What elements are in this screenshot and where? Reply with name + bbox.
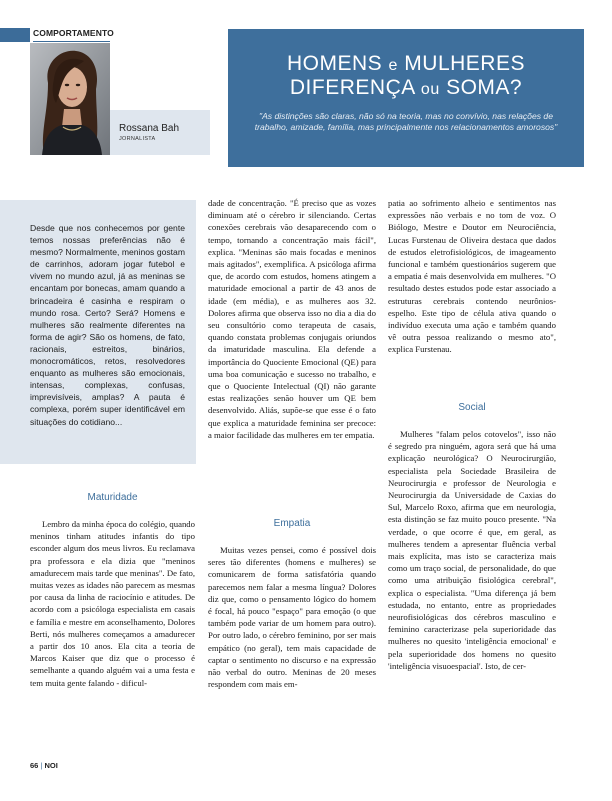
paragraph: Mulheres "falam pelos cotovelos", isso não é segredo pra ninguém, agora será que há uma explicação neurológica? O Neurocirurgião, especialista pela Sociedade Brasileira de Neurocirurgia e professor de Neurologia e Neurocirurgia da Universidade de Caxias do Sul, Marcelo Roxo, afirma que em neurologia, esta distinção se faz muito pouco presente. "Na verdade, o que ocorre é que, em geral, as mulheres tendem a apresentar fluência verbal mais explícita, mas isto se caracteriza mais como um traço social, de personalidade, do que como uma atribuição fisiológica cerebral", explica o especialista. "Uma diferença já bem estudada, no entanto, entre as propriedades neurofisiológicas dos cérebros masculino e feminino caracterizase pela superioridade das mulheres no quesito 'inteligência emocional' e pela superioridade dos homens no quesito 'inteligência visuoespacial'. Isto, de cer- <box>388 429 556 671</box>
title-word-soma: SOMA? <box>446 76 523 99</box>
author-portrait-image <box>30 43 110 155</box>
column-2 <box>208 197 376 441</box>
column-2b <box>208 544 376 690</box>
section-label: COMPORTAMENTO <box>33 28 114 38</box>
page-folio <box>30 761 58 770</box>
heading-maturidade: Maturidade <box>87 492 138 503</box>
section-color-bar <box>0 28 30 42</box>
heading-social: Social <box>458 402 486 413</box>
title-word-e: e <box>388 57 398 74</box>
title-word-homens: HOMENS <box>287 52 383 75</box>
paragraph: patia ao sofrimento alheio e sentimentos nas expressões não verbais e no tom de voz. O Biólogo, Mestre e Doutor em Neurociência, Lucas Furstenau de Oliveira destaca que dados de estudos eletrofisiológicos, de imageamento funcional e também questionários sugerem que a empatia é mais desenvolvida em mulheres. "O resultado destes estudos pode estar associado a estruturas cerebrais contendo neurônios-espelho. Este tipo de célula ativa quando o indivíduo executa uma ação e também quando vê outra pessoa realizando o mesmo ato", explica Furstenau. <box>388 198 556 355</box>
lede-text: Desde que nos conhecemos por gente temos nossas preferências não é mesmo? Normalmente, meninos gostam de carrinhos, adoram jogar futebol e vivem no mundo azul, já as meninas se encantam por bonecas, amam quando a brincadeira é casinha e respiram o mundo rosa. Certo? Será? Homens e mulheres são realmente diferentes na forma de agir? São os homens, de fato, racionais, estreitos, binários, monocromáticos, retos, resolvedores enquanto as mulheres são emocionais, intensas, complexas, confusas, imprevisíveis, amplas? A pauta é complexa, porém super identificável em situações do cotidiano... <box>30 223 185 427</box>
author-name: Rossana Bah <box>119 123 180 134</box>
paragraph: Muitas vezes pensei, como é possível dois seres tão diferentes (homens e mulheres) se comunicarem de forma satisfatória quando parecemos nem falar a mesma língua? Dolores diz que, como o pensamento lógico do homem é focal, há pouco "espaço" para emoção (o que também pode variar de um homem para outro). Por outro lado, o cérebro feminino, por ser mais empático (no geral), tem mais capacidade de captar o sentimento no discurso e na expressão não verbal do outro. Meninas de 20 meses respondem com mais em- <box>208 545 376 690</box>
heading-empatia: Empatia <box>273 518 311 529</box>
article-title <box>228 53 584 101</box>
title-word-ou: ou <box>420 81 440 98</box>
hero-banner <box>228 29 584 167</box>
column-1 <box>30 518 195 689</box>
paragraph: dade de concentração. "É preciso que as vozes diminuam até o cérebro ir silenciando. Certas conexões cerebrais vão desaparecendo com o tempo, tornando a concentração mais fácil", explica. "Meninas são mais focadas e meninos mais agitados", exemplifica. A psicóloga afirma que, de acordo com estudos, homens atingem a maturidade emocional a partir de 43 anos de idade (em média), e as mulheres aos 32. Dolores afirma que observa isso no dia a dia do seu consultório como terapeuta de casais, quando constata problemas conjugais oriundos da imaturidade masculina. Ela defende a importância do Quociente Emocional (QE) para uma boa comunicação e sucesso no trabalho, e que o Quociente Intelectual (QI) não garante estas realizações senão houver um QE bem desenvolvido. Aliás, supõe-se que esse é o fato que explica a maturidade feminina ser precoce: a maior facilidade das mulheres em ter empatia. <box>208 198 376 440</box>
author-role: JORNALISTA <box>119 136 156 142</box>
section-underline <box>33 41 110 42</box>
page-number: 66 <box>30 761 39 770</box>
column-3b <box>388 428 556 672</box>
title-word-mulheres: MULHERES <box>404 52 525 75</box>
paragraph: Lembro da minha época do colégio, quando meninos tinham atitudes infantis do tipo esconder algum dos meus livros. Eu reclamava pra professora e ela dizia que "meninos amadurecem mais tarde que meninas". De fato, muitas vezes as idades não parecem as mesmas por causa da linha de raciocínio e atitudes. De acordo com a psicóloga especialista em casais e família e mestre em aconselhamento, Dolores Berti, nós mulheres começamos a amadurecer a partir dos 10 anos. Ela cita a teoria de Marcos Kaiser que diz que o processo é semelhante a quando alguém vai a uma festa e tem muita gente falando - dificul- <box>30 519 195 688</box>
article-subtitle: "As distinções são claras, não só na teoria, mas no convívio, nas relações de trabalho, amizade, família, mas principalmente nos relacionamentos amorosos" <box>254 111 558 132</box>
title-word-diferenca: DIFERENÇA <box>289 76 415 99</box>
magazine-name: NOI <box>44 761 58 770</box>
folio-separator: | <box>40 761 43 770</box>
author-photo <box>30 43 110 155</box>
column-3 <box>388 197 556 356</box>
